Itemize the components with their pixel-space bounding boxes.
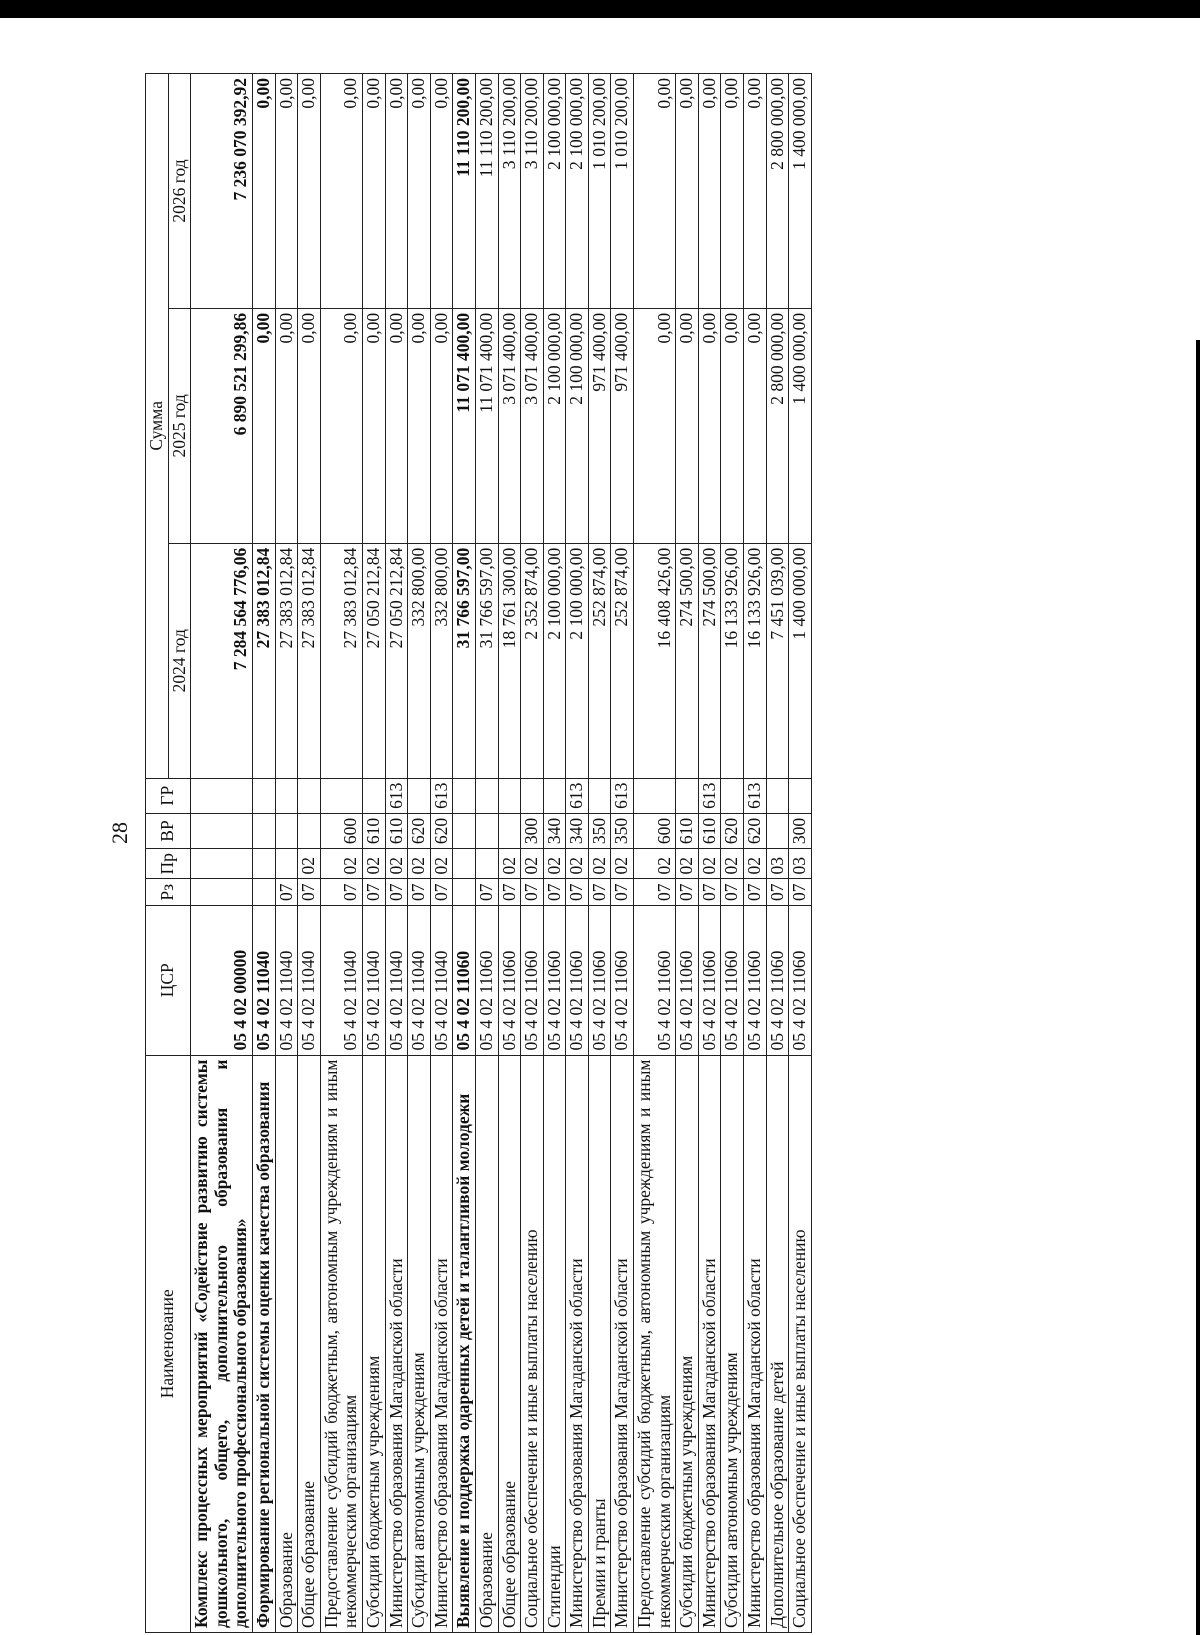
row-2025-cell: 1 400 000,00: [789, 308, 812, 543]
row-csr-cell: 05 4 02 11060: [789, 906, 812, 1056]
row-gr-cell: [521, 778, 544, 813]
row-vr-cell: 600: [634, 813, 676, 848]
row-2025-cell: 3 071 400,00: [498, 308, 521, 543]
row-vr-cell: 620: [721, 813, 744, 848]
row-vr-cell: [191, 813, 253, 848]
row-2025-cell: 0,00: [275, 308, 298, 543]
row-vr-cell: 340: [566, 813, 589, 848]
row-rz-cell: 07: [385, 879, 408, 906]
row-2025-cell: 6 890 521 299,86: [191, 308, 253, 543]
row-gr-cell: [252, 778, 275, 813]
row-pr-cell: 02: [721, 849, 744, 879]
row-name-cell: Министерство образования Магаданской области: [744, 1055, 767, 1632]
row-pr-cell: [191, 849, 253, 879]
header-rz: Рз: [146, 879, 191, 906]
row-rz-cell: 07: [275, 879, 298, 906]
row-vr-cell: 610: [385, 813, 408, 848]
row-pr-cell: 02: [298, 849, 321, 879]
row-gr-cell: [766, 778, 789, 813]
table-row: [362, 74, 385, 1633]
row-2024-cell: 2 100 000,00: [566, 543, 589, 778]
row-gr-cell: [320, 778, 362, 813]
row-vr-cell: 300: [789, 813, 812, 848]
row-rz-cell: 07: [408, 879, 431, 906]
row-2024-cell: 16 133 926,00: [744, 543, 767, 778]
row-gr-cell: [543, 778, 566, 813]
row-gr-cell: [408, 778, 431, 813]
row-2025-cell: 3 071 400,00: [521, 308, 544, 543]
row-pr-cell: [252, 849, 275, 879]
row-gr-cell: [475, 778, 498, 813]
row-pr-cell: 02: [588, 849, 611, 879]
row-csr-cell: 05 4 02 11060: [543, 906, 566, 1056]
row-2024-cell: 252 874,00: [588, 543, 611, 778]
row-csr-cell: 05 4 02 11060: [634, 906, 676, 1056]
row-pr-cell: 02: [676, 849, 699, 879]
row-2025-cell: 971 400,00: [611, 308, 634, 543]
row-vr-cell: 610: [676, 813, 699, 848]
row-2024-cell: 1 400 000,00: [789, 543, 812, 778]
header-year-2026: 2026 год: [168, 74, 191, 309]
row-pr-cell: 02: [385, 849, 408, 879]
row-name-cell: Комплекс процессных мероприятий «Содействие развитию системы дошкольного, общего, дополнительного образования и дополнительного профессионального образования»: [191, 1055, 253, 1632]
row-2024-cell: 16 408 426,00: [634, 543, 676, 778]
row-rz-cell: 07: [588, 879, 611, 906]
table-row: [252, 74, 275, 1633]
row-name-cell: Образование: [275, 1055, 298, 1632]
row-2026-cell: 11 110 200,00: [453, 74, 476, 309]
row-csr-cell: 05 4 02 11060: [453, 906, 476, 1056]
row-2026-cell: 0,00: [698, 74, 721, 309]
table-row: [498, 74, 521, 1633]
row-rz-cell: 07: [543, 879, 566, 906]
row-rz-cell: 07: [521, 879, 544, 906]
row-2024-cell: 31 766 597,00: [453, 543, 476, 778]
row-gr-cell: 613: [430, 778, 453, 813]
row-pr-cell: 02: [430, 849, 453, 879]
row-2025-cell: 0,00: [320, 308, 362, 543]
row-vr-cell: 610: [698, 813, 721, 848]
budget-table: [145, 73, 812, 1633]
table-row: [676, 74, 699, 1633]
row-name-cell: Министерство образования Магаданской области: [611, 1055, 634, 1632]
row-rz-cell: [191, 879, 253, 906]
row-2025-cell: 0,00: [698, 308, 721, 543]
table-header: [146, 74, 191, 1633]
row-name-cell: Субсидии бюджетным учреждениям: [676, 1055, 699, 1632]
row-name-cell: Субсидии бюджетным учреждениям: [362, 1055, 385, 1632]
row-2024-cell: 2 100 000,00: [543, 543, 566, 778]
row-gr-cell: [498, 778, 521, 813]
row-2025-cell: 0,00: [362, 308, 385, 543]
row-csr-cell: 05 4 02 11040: [275, 906, 298, 1056]
row-csr-cell: 05 4 02 11040: [252, 906, 275, 1056]
row-vr-cell: 600: [320, 813, 362, 848]
row-2026-cell: 0,00: [634, 74, 676, 309]
table-row: [191, 74, 253, 1633]
table-row: [766, 74, 789, 1633]
row-rz-cell: 07: [766, 879, 789, 906]
table-row: [430, 74, 453, 1633]
row-2024-cell: 274 500,00: [698, 543, 721, 778]
row-rz-cell: 07: [498, 879, 521, 906]
row-csr-cell: 05 4 02 11060: [721, 906, 744, 1056]
row-name-cell: Стипендии: [543, 1055, 566, 1632]
row-name-cell: Общее образование: [298, 1055, 321, 1632]
row-vr-cell: 350: [611, 813, 634, 848]
row-rz-cell: 07: [611, 879, 634, 906]
row-vr-cell: [252, 813, 275, 848]
row-name-cell: Субсидии автономным учреждениям: [721, 1055, 744, 1632]
row-name-cell: Формирование региональной системы оценки качества образования: [252, 1055, 275, 1632]
row-name-cell: Субсидии автономным учреждениям: [408, 1055, 431, 1632]
row-2026-cell: 3 110 200,00: [521, 74, 544, 309]
table-row: [408, 74, 431, 1633]
row-vr-cell: [498, 813, 521, 848]
row-2026-cell: 0,00: [676, 74, 699, 309]
row-2025-cell: 0,00: [408, 308, 431, 543]
row-vr-cell: [475, 813, 498, 848]
row-2025-cell: 2 100 000,00: [566, 308, 589, 543]
row-2026-cell: 11 110 200,00: [475, 74, 498, 309]
row-pr-cell: 02: [362, 849, 385, 879]
row-rz-cell: 07: [698, 879, 721, 906]
table-row: [475, 74, 498, 1633]
table-row: [453, 74, 476, 1633]
header-year-2024: 2024 год: [168, 543, 191, 778]
row-2024-cell: 16 133 926,00: [721, 543, 744, 778]
row-2025-cell: 11 071 400,00: [475, 308, 498, 543]
row-name-cell: Социальное обеспечение и иные выплаты населению: [521, 1055, 544, 1632]
table-row: [275, 74, 298, 1633]
header-name: Наименование: [146, 1055, 191, 1632]
table-body: [191, 74, 812, 1633]
row-csr-cell: 05 4 02 11040: [362, 906, 385, 1056]
row-name-cell: Выявление и поддержка одаренных детей и талантливой молодежи: [453, 1055, 476, 1632]
row-2024-cell: 27 383 012,84: [320, 543, 362, 778]
row-pr-cell: 02: [498, 849, 521, 879]
row-2024-cell: 252 874,00: [611, 543, 634, 778]
table-row: [698, 74, 721, 1633]
row-name-cell: Министерство образования Магаданской области: [698, 1055, 721, 1632]
table-row: [744, 74, 767, 1633]
row-2024-cell: 31 766 597,00: [475, 543, 498, 778]
row-gr-cell: [634, 778, 676, 813]
row-csr-cell: 05 4 02 11060: [475, 906, 498, 1056]
row-name-cell: Дополнительное образование детей: [766, 1055, 789, 1632]
row-gr-cell: [588, 778, 611, 813]
row-pr-cell: 02: [408, 849, 431, 879]
row-rz-cell: 07: [298, 879, 321, 906]
row-csr-cell: 05 4 02 11060: [566, 906, 589, 1056]
row-csr-cell: 05 4 02 11060: [498, 906, 521, 1056]
row-2024-cell: 274 500,00: [676, 543, 699, 778]
row-gr-cell: 613: [744, 778, 767, 813]
row-gr-cell: 613: [566, 778, 589, 813]
row-vr-cell: 620: [408, 813, 431, 848]
row-csr-cell: 05 4 02 11040: [298, 906, 321, 1056]
row-2026-cell: 0,00: [721, 74, 744, 309]
row-pr-cell: [453, 849, 476, 879]
row-name-cell: Образование: [475, 1055, 498, 1632]
rotated-table-container: [145, 73, 1035, 1633]
row-2025-cell: 971 400,00: [588, 308, 611, 543]
row-2026-cell: 2 100 000,00: [543, 74, 566, 309]
row-vr-cell: 340: [543, 813, 566, 848]
row-rz-cell: 07: [744, 879, 767, 906]
row-2026-cell: 1 010 200,00: [611, 74, 634, 309]
row-name-cell: Предоставление субсидий бюджетным, автономным учреждениям и иным некоммерческим организациям: [634, 1055, 676, 1632]
header-vr: ВР: [146, 813, 191, 848]
row-2026-cell: 0,00: [275, 74, 298, 309]
row-2024-cell: 7 284 564 776,06: [191, 543, 253, 778]
row-name-cell: Министерство образования Магаданской области: [385, 1055, 408, 1632]
row-2026-cell: 1 400 000,00: [789, 74, 812, 309]
table-row: [298, 74, 321, 1633]
header-gr: ГР: [146, 778, 191, 813]
row-2026-cell: 0,00: [744, 74, 767, 309]
row-rz-cell: 07: [362, 879, 385, 906]
table-row: [721, 74, 744, 1633]
row-2024-cell: 27 383 012,84: [298, 543, 321, 778]
row-rz-cell: 07: [430, 879, 453, 906]
row-2025-cell: 0,00: [385, 308, 408, 543]
row-pr-cell: 02: [611, 849, 634, 879]
header-pr: Пр: [146, 849, 191, 879]
table-row: [634, 74, 676, 1633]
row-2024-cell: 27 383 012,84: [252, 543, 275, 778]
row-2026-cell: 0,00: [385, 74, 408, 309]
row-gr-cell: [298, 778, 321, 813]
row-csr-cell: 05 4 02 11040: [385, 906, 408, 1056]
row-name-cell: Премии и гранты: [588, 1055, 611, 1632]
row-vr-cell: [766, 813, 789, 848]
row-2024-cell: 7 451 039,00: [766, 543, 789, 778]
row-2025-cell: 0,00: [430, 308, 453, 543]
scan-top-edge: [0, 0, 1200, 18]
row-2026-cell: 1 010 200,00: [588, 74, 611, 309]
table-row: [543, 74, 566, 1633]
row-csr-cell: 05 4 02 00000: [191, 906, 253, 1056]
table-row: [385, 74, 408, 1633]
row-pr-cell: 02: [543, 849, 566, 879]
row-csr-cell: 05 4 02 11060: [698, 906, 721, 1056]
row-vr-cell: [298, 813, 321, 848]
row-2025-cell: 0,00: [298, 308, 321, 543]
row-2024-cell: 27 050 212,84: [362, 543, 385, 778]
row-pr-cell: 02: [521, 849, 544, 879]
row-pr-cell: 02: [566, 849, 589, 879]
row-2026-cell: 2 100 000,00: [566, 74, 589, 309]
row-rz-cell: 07: [634, 879, 676, 906]
row-vr-cell: 350: [588, 813, 611, 848]
row-vr-cell: 610: [362, 813, 385, 848]
row-2026-cell: 0,00: [298, 74, 321, 309]
row-csr-cell: 05 4 02 11060: [521, 906, 544, 1056]
row-rz-cell: 07: [721, 879, 744, 906]
row-vr-cell: [453, 813, 476, 848]
row-rz-cell: [252, 879, 275, 906]
row-2026-cell: 0,00: [320, 74, 362, 309]
row-pr-cell: 03: [766, 849, 789, 879]
row-2024-cell: 27 050 212,84: [385, 543, 408, 778]
row-2025-cell: 0,00: [676, 308, 699, 543]
row-vr-cell: 620: [744, 813, 767, 848]
row-csr-cell: 05 4 02 11060: [588, 906, 611, 1056]
row-2026-cell: 7 236 070 392,92: [191, 74, 253, 309]
row-gr-cell: [453, 778, 476, 813]
row-vr-cell: 620: [430, 813, 453, 848]
row-pr-cell: 02: [320, 849, 362, 879]
row-rz-cell: [453, 879, 476, 906]
row-2025-cell: 0,00: [744, 308, 767, 543]
row-2026-cell: 3 110 200,00: [498, 74, 521, 309]
table-row: [789, 74, 812, 1633]
row-pr-cell: 02: [744, 849, 767, 879]
table-row: [320, 74, 362, 1633]
row-pr-cell: 02: [634, 849, 676, 879]
page-number: 28: [107, 822, 132, 844]
scan-right-edge: [1196, 340, 1200, 1635]
row-2025-cell: 0,00: [252, 308, 275, 543]
row-gr-cell: [721, 778, 744, 813]
row-2025-cell: 0,00: [721, 308, 744, 543]
row-gr-cell: [275, 778, 298, 813]
row-csr-cell: 05 4 02 11060: [676, 906, 699, 1056]
header-year-2025: 2025 год: [168, 308, 191, 543]
row-pr-cell: [275, 849, 298, 879]
row-rz-cell: 07: [566, 879, 589, 906]
row-rz-cell: 07: [320, 879, 362, 906]
row-rz-cell: 07: [676, 879, 699, 906]
row-2026-cell: 0,00: [252, 74, 275, 309]
table-row: [588, 74, 611, 1633]
row-gr-cell: [191, 778, 253, 813]
row-2024-cell: 332 800,00: [408, 543, 431, 778]
row-name-cell: Общее образование: [498, 1055, 521, 1632]
row-vr-cell: [275, 813, 298, 848]
row-vr-cell: 300: [521, 813, 544, 848]
row-2026-cell: 0,00: [430, 74, 453, 309]
row-name-cell: Социальное обеспечение и иные выплаты населению: [789, 1055, 812, 1632]
row-2024-cell: 2 352 874,00: [521, 543, 544, 778]
row-gr-cell: 613: [385, 778, 408, 813]
row-2025-cell: 0,00: [634, 308, 676, 543]
row-2024-cell: 18 761 300,00: [498, 543, 521, 778]
row-csr-cell: 05 4 02 11060: [766, 906, 789, 1056]
row-pr-cell: 03: [789, 849, 812, 879]
row-name-cell: Предоставление субсидий бюджетным, автономным учреждениям и иным некоммерческим организациям: [320, 1055, 362, 1632]
row-2024-cell: 332 800,00: [430, 543, 453, 778]
row-gr-cell: [676, 778, 699, 813]
row-rz-cell: 07: [789, 879, 812, 906]
row-2025-cell: 2 800 000,00: [766, 308, 789, 543]
row-csr-cell: 05 4 02 11060: [744, 906, 767, 1056]
row-2026-cell: 0,00: [408, 74, 431, 309]
row-pr-cell: 02: [698, 849, 721, 879]
header-sum: Сумма: [146, 74, 169, 779]
row-csr-cell: 05 4 02 11060: [611, 906, 634, 1056]
row-name-cell: Министерство образования Магаданской области: [430, 1055, 453, 1632]
row-name-cell: Министерство образования Магаданской области: [566, 1055, 589, 1632]
row-2025-cell: 2 100 000,00: [543, 308, 566, 543]
row-pr-cell: [475, 849, 498, 879]
row-csr-cell: 05 4 02 11040: [408, 906, 431, 1056]
row-2024-cell: 27 383 012,84: [275, 543, 298, 778]
table-row: [521, 74, 544, 1633]
row-csr-cell: 05 4 02 11040: [430, 906, 453, 1056]
row-gr-cell: [789, 778, 812, 813]
table-row: [566, 74, 589, 1633]
row-rz-cell: 07: [475, 879, 498, 906]
row-2026-cell: 2 800 000,00: [766, 74, 789, 309]
row-gr-cell: 613: [611, 778, 634, 813]
row-gr-cell: 613: [698, 778, 721, 813]
table-row: [611, 74, 634, 1633]
row-2025-cell: 11 071 400,00: [453, 308, 476, 543]
row-2026-cell: 0,00: [362, 74, 385, 309]
header-csr: ЦСР: [146, 906, 191, 1056]
row-gr-cell: [362, 778, 385, 813]
row-csr-cell: 05 4 02 11040: [320, 906, 362, 1056]
